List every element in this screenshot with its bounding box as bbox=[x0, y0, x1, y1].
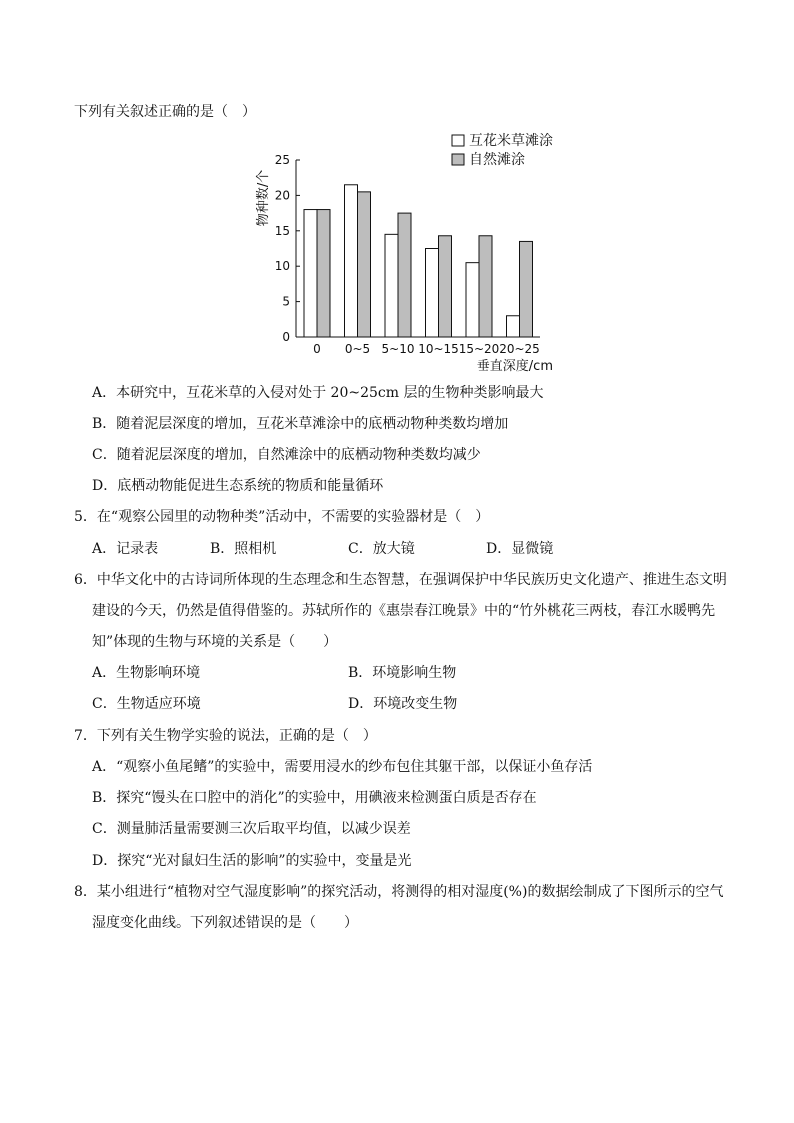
q5-option-a: A．记录表 bbox=[92, 541, 159, 557]
q6-option-a: A．生物影响环境 bbox=[92, 665, 201, 681]
bar-series-1 bbox=[345, 185, 358, 337]
x-tick-label: 10~15 bbox=[418, 342, 459, 356]
q4-option-a: A．本研究中，互花米草的入侵对处于 20~25cm 层的生物种类影响最大 bbox=[92, 385, 544, 401]
q7-option-d: D．探究“光对鼠妇生活的影响”的实验中，变量是光 bbox=[92, 853, 412, 869]
bar-series-1 bbox=[507, 316, 520, 337]
y-axis-label: 物种数/个 bbox=[256, 169, 271, 227]
q4-option-d: D．底栖动物能促进生态系统的物质和能量循环 bbox=[92, 478, 384, 494]
bar-series-2 bbox=[479, 236, 492, 337]
q5-stem: 5．在“观察公园里的动物种类”活动中，不需要的实验器材是（ ） bbox=[74, 509, 490, 525]
legend-label-2: 自然滩涂 bbox=[469, 152, 525, 168]
bar-series-1 bbox=[304, 210, 317, 337]
x-tick-label: 0~5 bbox=[344, 342, 371, 356]
q8-stem-line-1: 8．某小组进行“植物对空气湿度影响”的探究活动，将测得的相对湿度(%)的数据绘制成了下图所示的空气 bbox=[74, 884, 724, 900]
bars bbox=[304, 185, 533, 337]
x-ticks bbox=[313, 342, 540, 356]
q7-option-b: B．探究“馒头在口腔中的消化”的实验中，用碘液来检测蛋白质是否存在 bbox=[92, 790, 537, 806]
q6-stem-line-1: 6．中华文化中的古诗词所体现的生态理念和生态智慧，在强调保护中华民族历史文化遗产、推进生态文明 bbox=[74, 572, 727, 588]
y-tick-label: 15 bbox=[274, 223, 290, 238]
q5-option-c: C．放大镜 bbox=[348, 541, 415, 557]
q4-option-b: B．随着泥层深度的增加，互花米草滩涂中的底栖动物种类数均增加 bbox=[92, 416, 509, 432]
bar-series-2 bbox=[398, 213, 411, 337]
y-tick-label: 10 bbox=[274, 259, 290, 274]
y-tick-label: 20 bbox=[274, 188, 290, 203]
bar-series-1 bbox=[466, 263, 479, 337]
x-tick-label: 20~25 bbox=[499, 342, 540, 356]
q8-stem-line-2: 湿度变化曲线。下列叙述错误的是（ ） bbox=[92, 915, 358, 931]
y-tick-label: 25 bbox=[274, 153, 290, 167]
bar-series-2 bbox=[317, 210, 330, 337]
chart-legend bbox=[452, 132, 553, 168]
q6-option-b: B．环境影响生物 bbox=[348, 665, 457, 681]
q5-option-d: D．显微镜 bbox=[486, 541, 554, 557]
question-intro: 下列有关叙述正确的是（ ） bbox=[74, 104, 256, 120]
x-tick-label: 5~10 bbox=[381, 342, 415, 356]
bar-series-2 bbox=[358, 192, 371, 337]
q5-option-b: B．照相机 bbox=[210, 541, 277, 557]
y-tick-label: 5 bbox=[282, 294, 290, 309]
legend-label-1: 互花米草滩涂 bbox=[469, 133, 553, 149]
q6-stem-line-3: 知”体现的生物与环境的关系是（ ） bbox=[92, 634, 338, 650]
q6-stem-line-2: 建设的今天，仍然是值得借鉴的。苏轼所作的《惠崇春江晚景》中的“竹外桃花三两枝，春江水暖鸭先 bbox=[92, 603, 716, 619]
bar-chart bbox=[245, 128, 575, 378]
bar-series-2 bbox=[520, 241, 533, 337]
bar-series-2 bbox=[439, 236, 452, 337]
y-tick-label: 0 bbox=[282, 330, 290, 344]
bar-series-1 bbox=[385, 234, 398, 337]
x-axis-label: 垂直深度/cm bbox=[476, 359, 553, 374]
q6-option-d: D．环境改变生物 bbox=[348, 696, 458, 712]
x-tick-label: 0 bbox=[313, 342, 321, 356]
legend-swatch-1 bbox=[452, 135, 464, 146]
q4-option-c: C．随着泥层深度的增加，自然滩涂中的底栖动物种类数均减少 bbox=[92, 447, 481, 463]
legend-swatch-2 bbox=[452, 154, 464, 165]
x-tick-label: 15~20 bbox=[458, 342, 500, 356]
bar-series-1 bbox=[426, 249, 439, 338]
q7-stem: 7．下列有关生物学实验的说法，正确的是（ ） bbox=[74, 728, 377, 744]
q7-option-a: A．“观察小鱼尾鳍”的实验中，需要用浸水的纱布包住其躯干部，以保证小鱼存活 bbox=[92, 759, 593, 775]
q7-option-c: C．测量肺活量需要测三次后取平均值，以减少误差 bbox=[92, 821, 411, 837]
q6-option-c: C．生物适应环境 bbox=[92, 696, 201, 712]
